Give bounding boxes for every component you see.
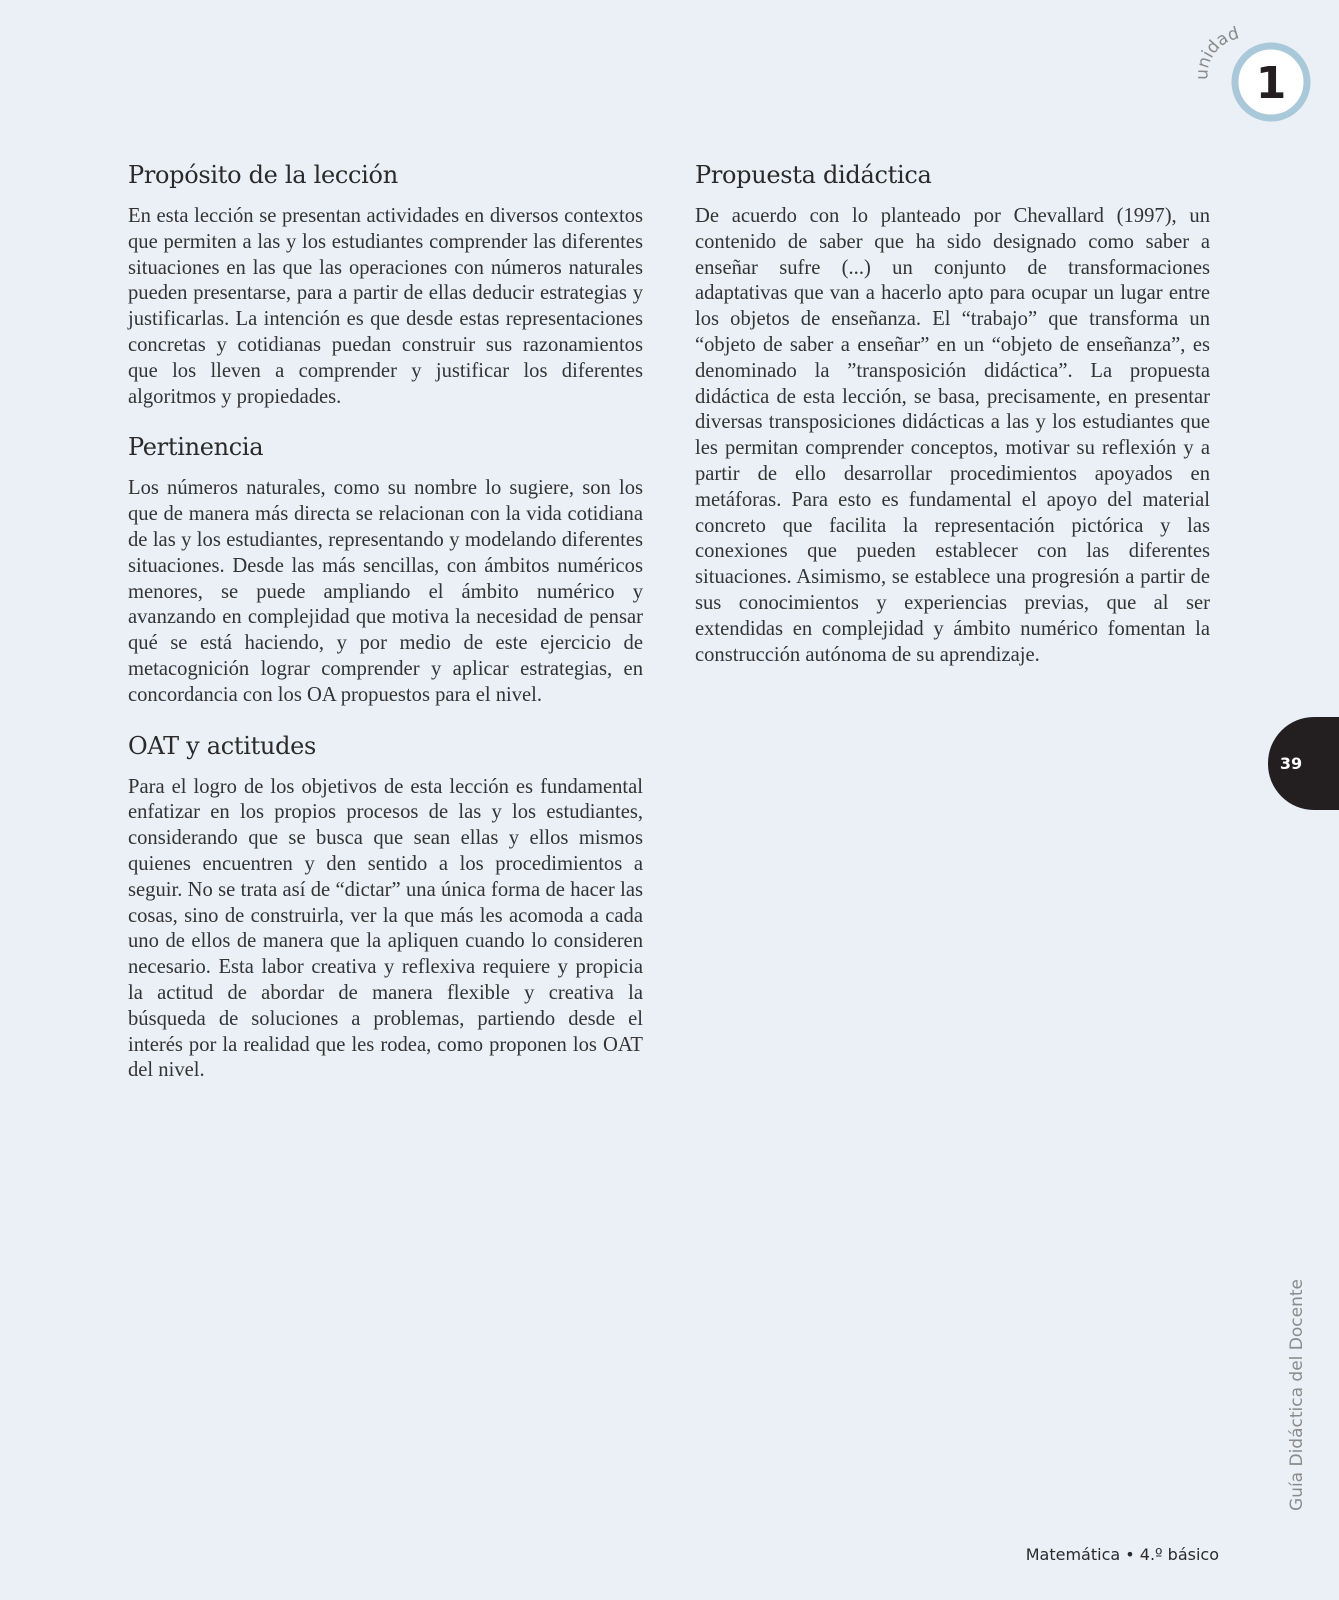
section-heading: OAT y actitudes xyxy=(128,731,317,760)
section-paragraph: De acuerdo con lo planteado por Chevallard (1997), un contenido de saber que ha sido designado como saber a enseñar sufre (...) un conjunto de transformaciones adaptativas que van a hacerlo apto para ocupar un lugar entre los objetos de enseñanza. El “trabajo” que transforma un “objeto de saber a enseñar” en un “objeto de enseñanza”, es denominado la ”transposición didáctica”. La propuesta didáctica de esta lección, se basa, precisamente, en presentar diversas transposiciones didácticas a las y los estudiantes que les permitan comprender conceptos, motivar su reflexión y a partir de ello desarrollar procedimientos apoyados en metáforas. Para esto es fundamental el apoyo del material concreto que facilita la representación pictórica y las conexiones que pueden establecer con las diferentes situaciones. Asimismo, se establece una progresión a partir de sus conocimientos y experiencias previas, que al ser extendidas en complejidad y ámbito numérico fomentan la construcción autónoma de su aprendizaje. xyxy=(695,205,1210,666)
section-heading: Pertinencia xyxy=(128,433,264,462)
page-number: 39 xyxy=(1279,754,1303,773)
right-column xyxy=(695,158,1210,688)
unit-number: 1 xyxy=(1255,58,1287,109)
section-pertinencia xyxy=(128,430,643,708)
section-paragraph: En esta lección se presentan actividades en diversos contextos que permiten a las y los estudiantes comprender las diferentes situaciones en las que las operaciones con números naturales pueden presentarse, para a partir de ellas deducir estrategias y justificarlas. La intención es que desde estas representaciones concretas y cotidianas puedan construir sus razonamientos que los lleven a comprender y justificar los diferentes algoritmos y propiedades. xyxy=(128,205,643,408)
left-column xyxy=(128,158,643,1104)
guide-title-vertical: Guía Didáctica del Docente xyxy=(1287,1279,1307,1511)
section-heading: Propuesta didáctica xyxy=(695,161,932,189)
unit-badge xyxy=(1180,20,1320,130)
unit-label: unidad xyxy=(1192,23,1242,81)
section-heading: Propósito de la lección xyxy=(128,161,398,189)
section-paragraph: Para el logro de los objetivos de esta lección es fundamental enfatizar en los propios procesos de las y los estudiantes, considerando que se busca que sean ellas y ellos mismos quienes encuentren y den sentido a los procedimientos a seguir. No se trata así de “dictar” una única forma de hacer las cosas, sino de construirla, ver la que más les acomoda a cada uno de ellos de manera que la apliquen cuando lo consideren necesario. Esta labor creativa y reflexiva requiere y propicia la actitud de abordar de manera flexible y creativa la búsqueda de soluciones a problemas, partiendo desde el interés por la realidad que les rodea, como proponen los OAT del nivel. xyxy=(128,775,643,1082)
unit-badge-graphic xyxy=(1180,20,1320,130)
section-paragraph: Los números naturales, como su nombre lo sugiere, son los que de manera más directa se relacionan con la vida cotidiana de las y los estudiantes, representando y modelando diferentes situaciones. Desde las más sencillas, con ámbitos numéricos menores, se puede ampliando el ámbito numérico y avanzando en complejidad que motiva la necesidad de pensar qué se está haciendo, y por medio de este ejercicio de metacognición lograr comprender y aplicar estrategias, en concordancia con los OA propuestos para el nivel. xyxy=(128,477,643,706)
footer-subject-grade: Matemática • 4.º básico xyxy=(1025,1545,1219,1564)
section-oat-actitudes xyxy=(128,729,643,1085)
section-propuesta-didactica xyxy=(695,158,1210,668)
section-proposito xyxy=(128,158,643,410)
